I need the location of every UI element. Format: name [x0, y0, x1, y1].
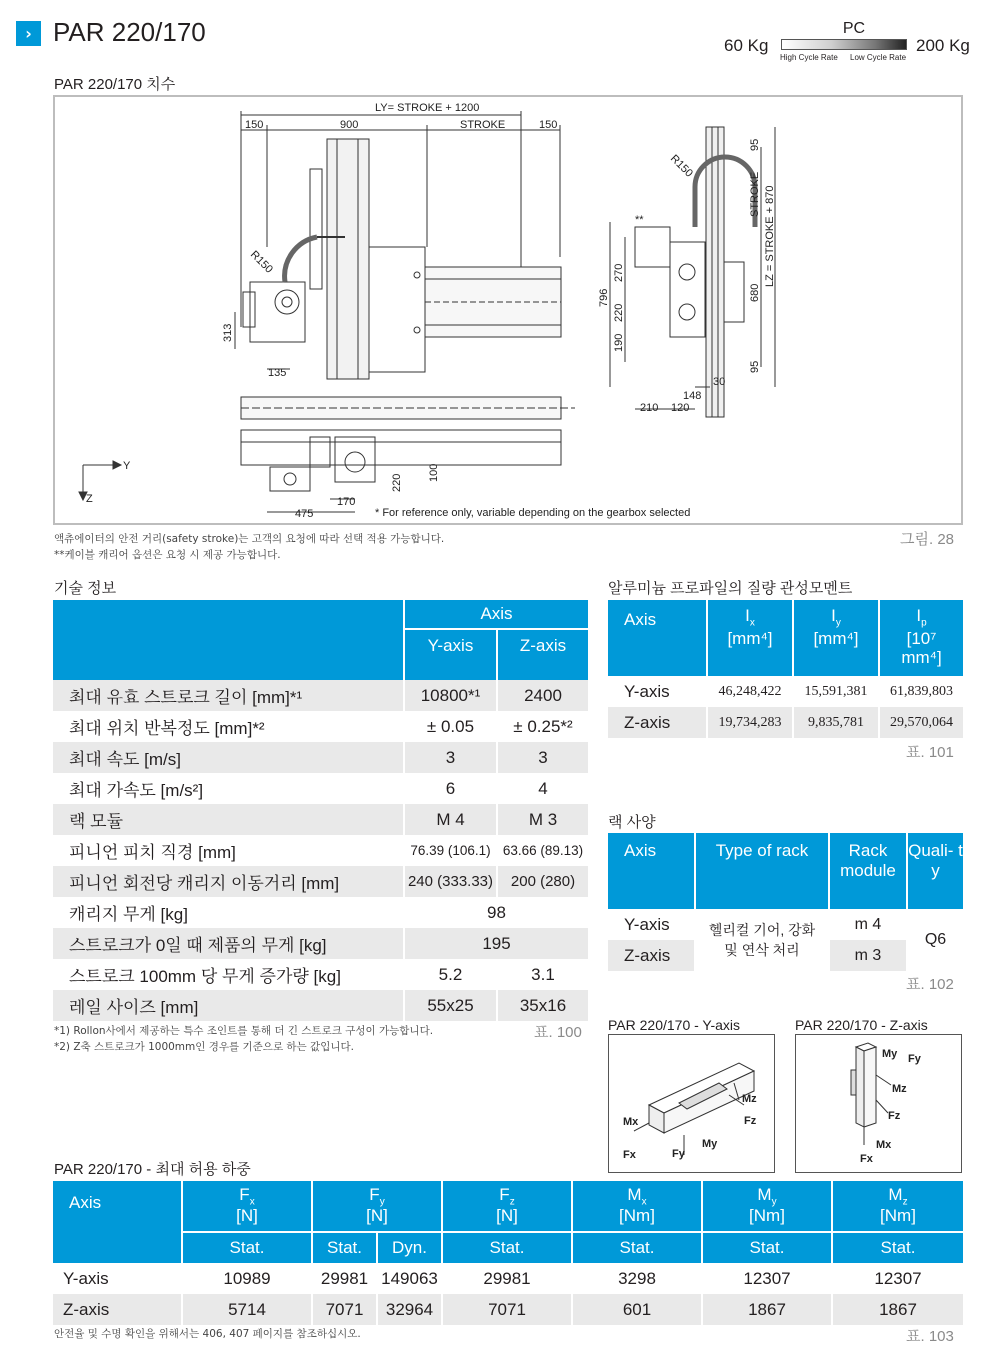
- inertia-ip: 29,570,064: [878, 707, 963, 738]
- tech-header-blank: [53, 600, 403, 680]
- tech-both-value: 98: [403, 897, 588, 928]
- tech-title: 기술 정보: [54, 580, 117, 597]
- loads-note: 안전율 및 수명 확인을 위해서는 406, 407 페이지를 참조하십시오.: [54, 1328, 361, 1340]
- ip-letter: I: [916, 606, 922, 625]
- rack-axis: Z-axis: [608, 940, 694, 971]
- fy-letter: F: [369, 1184, 380, 1204]
- tech-row: [53, 711, 588, 742]
- loads-mx-stat: Stat.: [571, 1233, 701, 1263]
- ip-unit: [10⁷: [906, 628, 937, 648]
- pc-min: 60 Kg: [724, 36, 769, 55]
- dim-120: 120: [671, 402, 690, 414]
- dim-r150a: R150: [247, 248, 275, 276]
- dim-150b: 150: [539, 119, 558, 131]
- y-fz-label: Fz: [744, 1115, 757, 1127]
- inertia-iy-header: [792, 600, 878, 676]
- tech-y-value: ± 0.05: [403, 711, 496, 742]
- tech-label: 피니언 피치 직경 [mm]: [69, 843, 236, 862]
- inertia-axis-header: Axis: [608, 600, 706, 676]
- tech-fig-ref: 표. 100: [534, 1024, 582, 1041]
- axis-y: Y: [123, 460, 131, 472]
- inertia-table: [608, 600, 963, 738]
- fy-unit: [N]: [366, 1206, 388, 1226]
- tech-z-value: 3.1: [496, 959, 588, 990]
- tech-label: 최대 가속도 [m/s²]: [69, 781, 204, 800]
- tech-label: 레일 사이즈 [mm]: [53, 990, 403, 1021]
- loads-fx: 10989: [181, 1263, 311, 1294]
- rack-module-header: Rack module: [828, 833, 906, 909]
- tech-row: [53, 835, 588, 866]
- mx-unit: [Nm]: [619, 1206, 655, 1226]
- tech-both-value: 195: [403, 928, 588, 959]
- fx-unit: [N]: [236, 1206, 258, 1226]
- inertia-title: 알루미늄 프로파일의 질량 관성모멘트: [608, 580, 853, 597]
- loads-fz-stat: Stat.: [441, 1233, 571, 1263]
- inertia-ip-header: [878, 600, 963, 676]
- z-fz-label: Fz: [888, 1110, 901, 1122]
- tech-label: 스트로크가 0일 때 제품의 무게 [kg]: [53, 928, 403, 959]
- z-fx-label: Fx: [860, 1153, 873, 1165]
- dimension-drawing: [53, 95, 963, 525]
- tech-z-value: 63.66 (89.13): [496, 835, 588, 866]
- loads-fy-stat: Stat.: [311, 1233, 376, 1263]
- y-mx-label: Mx: [623, 1116, 639, 1128]
- dim-30: 30: [713, 376, 726, 388]
- tech-y-value: M 4: [403, 804, 496, 835]
- tech-z-value: 3: [496, 742, 588, 773]
- dim-475: 475: [295, 508, 314, 520]
- rack-module: m 4: [828, 909, 906, 940]
- loads-mx: 601: [571, 1294, 701, 1325]
- inertia-axis: Y-axis: [624, 681, 670, 701]
- fz-unit: [N]: [496, 1206, 518, 1226]
- tech-label: 최대 유효 스트로크 길이 [mm]*¹: [53, 680, 403, 711]
- loads-my-header: [701, 1181, 831, 1233]
- loads-axis: Y-axis: [63, 1268, 109, 1288]
- rack-quality-header: Quali- ty: [906, 833, 963, 909]
- rack-axis: Y-axis: [624, 914, 670, 934]
- y-my-label: My: [702, 1138, 718, 1150]
- tech-z-value: 35x16: [496, 990, 588, 1021]
- iy-letter: I: [831, 606, 836, 625]
- dim-680: 680: [749, 283, 761, 302]
- dim-r150b: R150: [667, 152, 695, 180]
- dim-95a: 95: [749, 138, 761, 151]
- tech-z-value: 4: [496, 773, 588, 804]
- loads-fx: 5714: [181, 1294, 311, 1325]
- mx-letter: M: [627, 1184, 642, 1204]
- tech-y-axis-header: Y-axis: [403, 630, 496, 680]
- tech-row: [53, 897, 588, 928]
- fx-sub: x: [249, 1196, 255, 1208]
- inertia-row: [608, 676, 963, 707]
- rack-type: 헬리컬 기어, 강화 및 연삭 처리: [694, 909, 828, 971]
- rack-module: m 3: [828, 940, 906, 971]
- rack-type-header: Type of rack: [694, 833, 828, 909]
- inertia-ip: 61,839,803: [878, 676, 963, 707]
- loads-fy-dyn: Dyn.: [376, 1233, 441, 1263]
- page-title: PAR 220/170: [53, 17, 206, 47]
- ip-sub: p: [921, 617, 927, 629]
- dim-900: 900: [340, 119, 359, 131]
- z-diagram-title: PAR 220/170 - Z-axis: [795, 1017, 928, 1033]
- dim-stroke: STROKE: [460, 119, 506, 131]
- loads-fy-header: [311, 1181, 441, 1233]
- loads-mx-header: [571, 1181, 701, 1233]
- z-axis-force-diagram: [796, 1035, 961, 1172]
- rack-axis-header: Axis: [608, 833, 694, 909]
- rack-fig-ref: 표. 102: [906, 976, 954, 993]
- loads-row: [53, 1294, 963, 1325]
- inertia-iy: 15,591,381: [792, 676, 878, 707]
- tech-label: 스트로크 100mm 당 무게 증가량 [kg]: [69, 967, 341, 986]
- rack-quality: Q6: [906, 909, 963, 971]
- tech-label: 랙 모듈: [53, 804, 403, 835]
- dimension-note-1: 액츄에이터의 안전 거리(safety stroke)는 고객의 요청에 따라 선택 적용 가능합니다.: [54, 533, 445, 545]
- tech-z-value: ± 0.25*²: [496, 711, 588, 742]
- dim-150a: 150: [245, 119, 264, 131]
- ix-unit: [mm⁴]: [727, 628, 773, 648]
- tech-row: [53, 742, 588, 773]
- tech-row: [53, 773, 588, 804]
- dim-95b: 95: [749, 360, 761, 373]
- inertia-ix: 19,734,283: [706, 707, 792, 738]
- dim-100: 100: [428, 463, 440, 482]
- fy-sub: y: [379, 1196, 385, 1208]
- star-note: **: [635, 214, 644, 226]
- ix-sub: x: [749, 617, 755, 629]
- dimension-note-2: **케이블 캐리어 옵션은 요청 시 제공 가능합니다.: [54, 549, 281, 561]
- fz-sub: z: [509, 1196, 515, 1208]
- loads-table: [53, 1181, 963, 1325]
- inertia-row: [608, 707, 963, 738]
- tech-row: [53, 866, 588, 897]
- loads-axis-header: Axis: [53, 1181, 181, 1263]
- pc-label: PC: [842, 20, 866, 37]
- loads-mz: 1867: [831, 1294, 963, 1325]
- mz-letter: M: [888, 1184, 903, 1204]
- inertia-iy: 9,835,781: [792, 707, 878, 738]
- tech-note-1: *1) Rollon사에서 제공하는 특수 조인트를 통해 더 긴 스트로크 구성이 가능합니다.: [54, 1025, 434, 1037]
- y-axis-force-diagram: [609, 1035, 774, 1172]
- figure-ref: 그림. 28: [900, 531, 954, 548]
- lz-label: LZ = STROKE + 870: [764, 185, 776, 287]
- dim-190: 190: [613, 333, 625, 352]
- reference-note: * For reference only, variable depending on the gearbox selected: [375, 507, 691, 519]
- tech-z-axis-header: Z-axis: [496, 630, 588, 680]
- mx-sub: x: [641, 1196, 647, 1208]
- tech-y-value: 10800*¹: [403, 680, 496, 711]
- y-fx-label: Fx: [623, 1149, 636, 1161]
- tech-table: [53, 600, 588, 1021]
- inertia-axis: Z-axis: [608, 707, 706, 738]
- my-unit: [Nm]: [749, 1206, 785, 1226]
- loads-fx-header: [181, 1181, 311, 1233]
- ly-label: LY= STROKE + 1200: [375, 102, 480, 114]
- dimensions-title: PAR 220/170 치수: [54, 76, 176, 93]
- tech-z-value: 2400: [496, 680, 588, 711]
- fx-letter: F: [239, 1184, 250, 1204]
- dim-210: 210: [640, 402, 659, 414]
- z-mx-label: Mx: [876, 1139, 892, 1151]
- pc-low-cycle: Low Cycle Rate: [850, 53, 907, 62]
- mz-sub: z: [902, 1196, 908, 1208]
- loads-fz: 7071: [441, 1294, 571, 1325]
- tech-y-value: 3: [403, 742, 496, 773]
- fz-letter: F: [499, 1184, 510, 1204]
- loads-fig-ref: 표. 103: [906, 1328, 954, 1345]
- tech-axis-header: Axis: [403, 600, 588, 630]
- chevron-right-icon: ›: [16, 21, 41, 46]
- tech-row: [53, 990, 588, 1021]
- dim-220b: 220: [391, 473, 403, 492]
- inertia-fig-ref: 표. 101: [906, 744, 954, 761]
- loads-mz-header: [831, 1181, 963, 1233]
- loads-mz-stat: Stat.: [831, 1233, 963, 1263]
- iy-sub: y: [835, 617, 841, 629]
- z-mz-label: Mz: [892, 1083, 907, 1095]
- y-mz-label: Mz: [742, 1093, 757, 1105]
- my-letter: M: [757, 1184, 772, 1204]
- pc-gradient-bar: [781, 39, 907, 50]
- tech-label: 피니언 회전당 캐리지 이동거리 [mm]: [53, 866, 403, 897]
- loads-my: 12307: [701, 1263, 831, 1294]
- pc-high-cycle: High Cycle Rate: [780, 53, 838, 62]
- tech-label: 최대 속도 [m/s]: [53, 742, 403, 773]
- dim-148: 148: [683, 390, 702, 402]
- loads-fx-stat: Stat.: [181, 1233, 311, 1263]
- iy-unit: [mm⁴]: [813, 628, 859, 648]
- tech-row: [53, 959, 588, 990]
- dim-796: 796: [598, 288, 610, 307]
- loads-fy-stat-value: 7071: [311, 1294, 376, 1325]
- tech-y-value: 76.39 (106.1): [403, 835, 496, 866]
- loads-fy-dyn-value: 32964: [376, 1294, 441, 1325]
- loads-fz: 29981: [441, 1263, 571, 1294]
- z-axis-diagram: [795, 1034, 962, 1173]
- loads-my: 1867: [701, 1294, 831, 1325]
- dim-stroke-v: STROKE: [749, 171, 761, 217]
- tech-note-2: *2) Z축 스트로크가 1000mm인 경우를 기준으로 하는 값입니다.: [54, 1041, 354, 1053]
- dim-170: 170: [337, 496, 356, 508]
- dim-313: 313: [222, 323, 234, 342]
- tech-label: 최대 위치 반복정도 [mm]*²: [69, 719, 265, 738]
- tech-label: 캐리지 무게 [kg]: [69, 905, 188, 924]
- axis-z: Z: [86, 493, 93, 505]
- loads-row: [53, 1263, 963, 1294]
- loads-fz-header: [441, 1181, 571, 1233]
- y-fy-label: Fy: [672, 1148, 685, 1160]
- tech-y-value: 55x25: [403, 990, 496, 1021]
- tech-z-value: 200 (280): [496, 866, 588, 897]
- technical-drawing: [55, 97, 961, 523]
- rack-row: [608, 909, 963, 940]
- inertia-ix-header: [706, 600, 792, 676]
- loads-mz: 12307: [831, 1263, 963, 1294]
- loads-title: PAR 220/170 - 최대 허용 하중: [54, 1161, 251, 1178]
- payload-cycle-scale: [724, 20, 984, 72]
- z-my-label: My: [882, 1048, 898, 1060]
- z-fy-label: Fy: [908, 1053, 921, 1065]
- ip-unit-2: mm⁴]: [901, 648, 942, 668]
- rack-table: [608, 833, 963, 971]
- y-diagram-title: PAR 220/170 - Y-axis: [608, 1017, 741, 1033]
- rack-title: 랙 사양: [608, 814, 656, 831]
- tech-y-value: 5.2: [403, 959, 496, 990]
- loads-fy-stat-value: 29981: [311, 1263, 376, 1294]
- mz-unit: [Nm]: [880, 1206, 916, 1226]
- inertia-ix: 46,248,422: [706, 676, 792, 707]
- tech-row: [53, 680, 588, 711]
- dim-220: 220: [613, 303, 625, 322]
- loads-mx: 3298: [571, 1263, 701, 1294]
- dim-135: 135: [268, 367, 287, 379]
- tech-z-value: M 3: [496, 804, 588, 835]
- tech-y-value: 6: [403, 773, 496, 804]
- tech-row: [53, 928, 588, 959]
- ix-letter: I: [745, 606, 750, 625]
- y-axis-diagram: [608, 1034, 775, 1173]
- loads-fy-dyn-value: 149063: [376, 1263, 441, 1294]
- my-sub: y: [771, 1196, 777, 1208]
- loads-my-stat: Stat.: [701, 1233, 831, 1263]
- tech-y-value: 240 (333.33): [403, 866, 496, 897]
- pc-max: 200 Kg: [916, 36, 970, 55]
- dim-270: 270: [613, 263, 625, 282]
- tech-row: [53, 804, 588, 835]
- loads-axis: Z-axis: [53, 1294, 181, 1325]
